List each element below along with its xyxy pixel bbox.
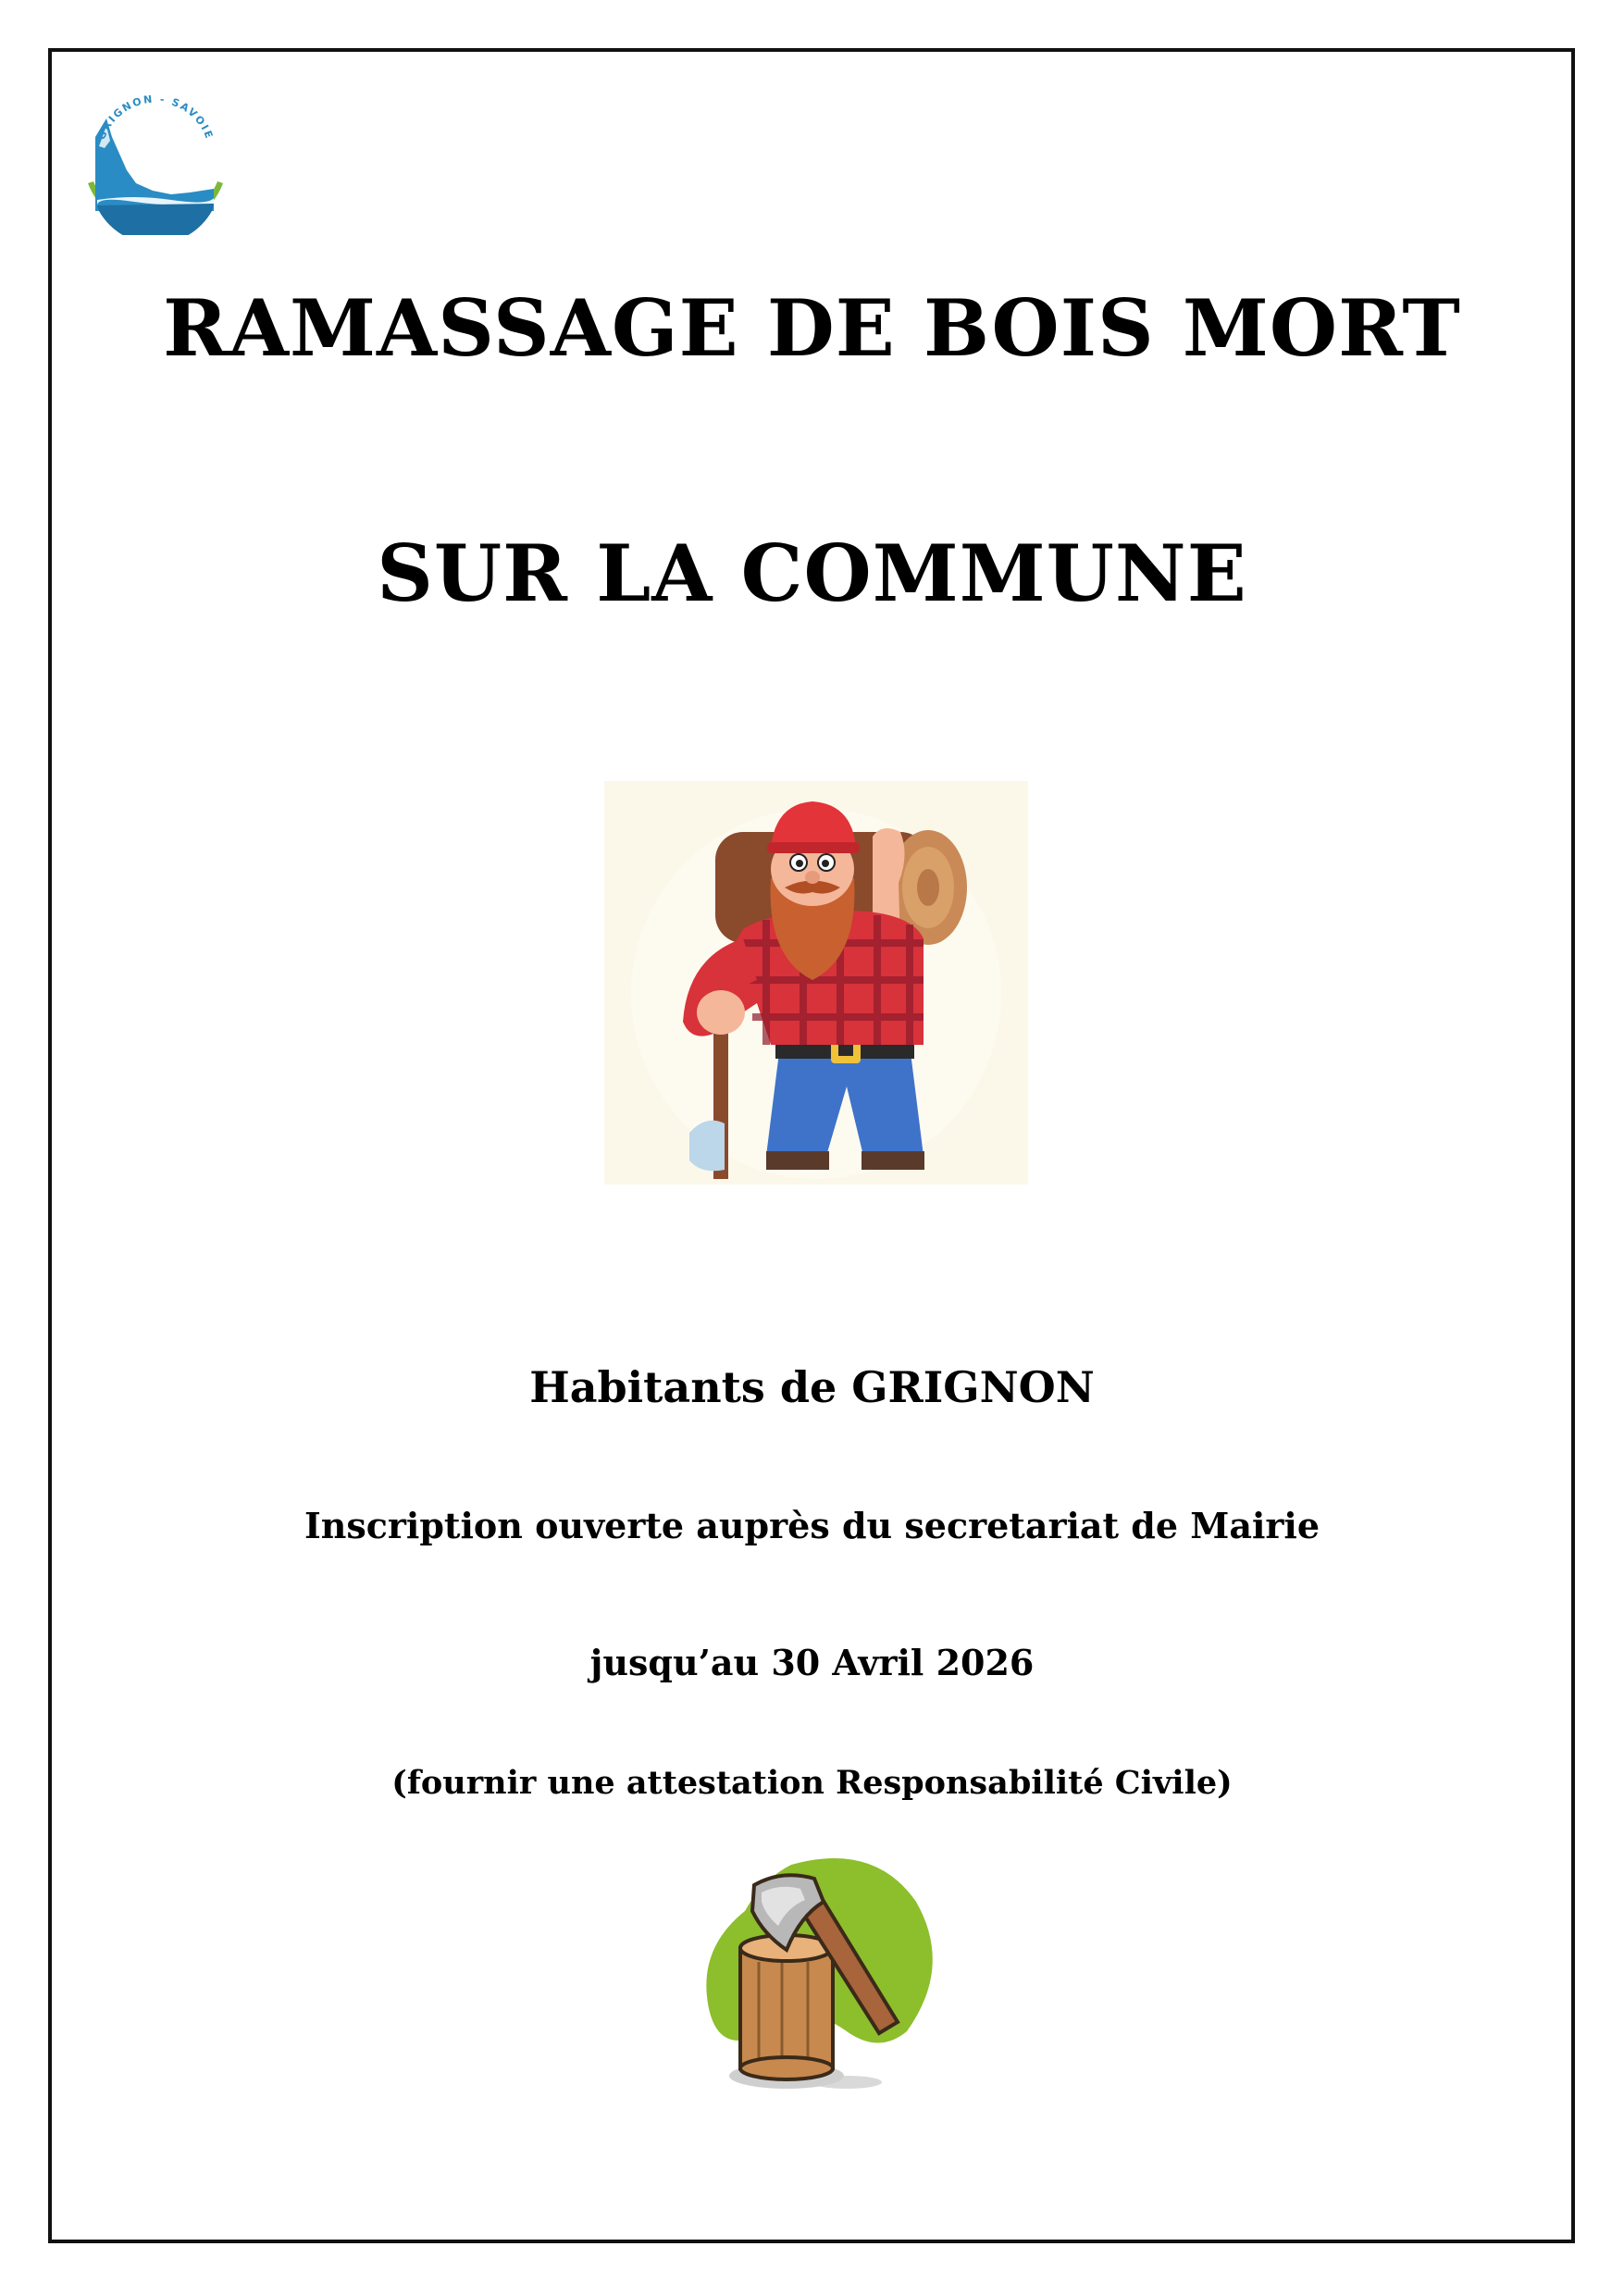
audience-text: Habitants de GRIGNON (529, 1362, 1095, 1412)
page-title-line-2: SUR LA COMMUNE (377, 527, 1247, 619)
grignon-savoie-logo (79, 81, 232, 235)
deadline-text: jusqu’au 30 Avril 2026 (589, 1642, 1035, 1683)
logo-text: GRIGNON - SAVOIE (95, 93, 216, 142)
registration-text: Inscription ouverte auprès du secretariat de Mairie (304, 1505, 1320, 1546)
axe-in-stump-illustration (699, 1846, 948, 2101)
requirement-text: (fournir une attestation Responsabilité Civile) (391, 1764, 1233, 1802)
page-title-line-1: RAMASSAGE DE BOIS MORT (163, 282, 1461, 374)
lumberjack-illustration (604, 781, 1028, 1185)
